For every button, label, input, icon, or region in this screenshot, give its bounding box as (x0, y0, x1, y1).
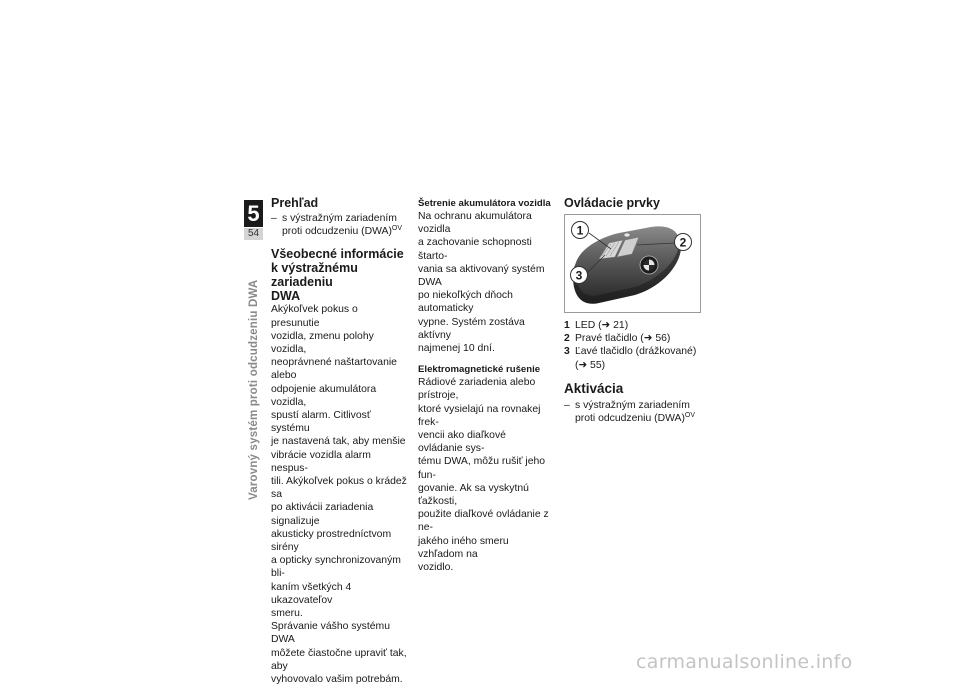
legend-text (575, 345, 702, 371)
legend-item (564, 319, 702, 332)
legend-text-line: Ľavé tlačidlo (drážkované) (575, 346, 697, 358)
text-line: môžete čiastočne upraviť tak, aby (271, 647, 407, 672)
column-3 (564, 196, 702, 425)
text-line: vozidlo. (418, 562, 454, 574)
text-line: je nastavená tak, aby menšie (271, 436, 406, 448)
text-line: a opticky synchronizovaným bli- (271, 555, 401, 580)
interference-paragraph (418, 376, 553, 574)
text-line: vencii ako diaľkové ovládanie sys- (418, 430, 506, 455)
interference-heading: Elektromagnetické rušenie (418, 364, 541, 376)
callout-1 (572, 222, 589, 239)
text-line: tili. Akýkoľvek pokus o krádež sa (271, 476, 407, 501)
text-line: Správanie vášho systému DWA (271, 621, 390, 646)
text-line: najmenej 10 dní. (418, 343, 495, 355)
battery-paragraph (418, 210, 553, 355)
page-number: 54 (244, 228, 263, 240)
callout-3 (571, 267, 588, 284)
text-line: spustí alarm. Citlivosť systému (271, 410, 371, 435)
text-line: ktoré vysielajú na rovnakej frek- (418, 403, 541, 428)
text-line: vozidla, zmenu polohy vozidla, (271, 330, 374, 356)
text-line: akusticky prostredníctvom sirény (271, 528, 392, 554)
option-superscript: OV (391, 225, 403, 233)
legend-text: Pravé tlačidlo (➜ 56) (575, 333, 671, 345)
callout-2 (675, 234, 692, 251)
watermark-text: carmanualsonline.info (636, 651, 853, 673)
text-line: po aktivácii zariadenia signalizuje (271, 502, 374, 527)
text-line: neoprávnené naštartovanie alebo (271, 357, 397, 382)
list-dash: – (271, 213, 277, 224)
list-dash: – (564, 399, 570, 411)
controls-heading: Ovládacie prvky (564, 196, 660, 210)
text-line: govanie. Ak sa vyskytnú ťažkosti, (418, 482, 529, 508)
text-line: vypne. Systém zostáva aktívny (418, 316, 525, 341)
text-line: Akýkoľvek pokus o presunutie (271, 304, 358, 329)
battery-heading: Šetrenie akumulátora vozidla (418, 198, 551, 209)
legend-number: 1 (564, 320, 570, 331)
legend-text: LED (➜ 21) (575, 320, 629, 331)
legend-text-line: (➜ 55) (575, 359, 606, 371)
general-heading-line-1: Všeobecné informácie (271, 247, 404, 262)
activation-heading: Aktivácia (564, 380, 624, 396)
text-line: kaním všetkých 4 ukazovateľov (271, 581, 352, 606)
text-line: po niekoľkých dňoch automaticky (418, 290, 513, 315)
legend-number: 2 (564, 333, 570, 345)
text-line: použite diaľkové ovládanie z ne- (418, 509, 549, 534)
chapter-number: 5 (244, 200, 263, 227)
activation-item-text: s výstražným zariadením proti odcudzeniu (DWA) (575, 399, 690, 425)
legend-item (564, 345, 702, 371)
text-line: tému DWA, môžu rušiť jeho fun- (418, 456, 546, 481)
general-heading-line-2: k výstražnému zariadeniu (271, 261, 358, 290)
column-1 (271, 196, 409, 686)
text-line: a zachovanie schopnosti štarto- (418, 237, 532, 262)
text-line: vania sa aktivovaný systém DWA (418, 263, 545, 289)
legend-item (564, 332, 702, 345)
general-heading-line-3: DWA (271, 289, 301, 304)
text-line: Rádiové zariadenia alebo prístroje, (418, 377, 536, 402)
remote-key-svg (565, 215, 700, 312)
text-line: vyhovovalo vašim potrebám. (271, 674, 403, 686)
text-line: odpojenie akumulátora vozidla, (271, 383, 377, 408)
text-line: smeru. (271, 608, 303, 620)
overview-heading: Prehľad (271, 196, 319, 210)
remote-key-illustration (564, 214, 701, 313)
text-line: Na ochranu akumulátora vozidla (418, 211, 532, 236)
controls-legend (564, 319, 702, 372)
svg-text:1: 1 (576, 223, 584, 238)
general-info-paragraph (271, 303, 409, 686)
option-superscript: OV (684, 412, 696, 420)
text-line: vibrácie vozidla alarm nespus- (271, 449, 371, 474)
text-line: jakého iného smeru vzhľadom na (418, 535, 509, 560)
led-icon (624, 233, 630, 237)
chapter-side-title: Varovný systém proti odcudzeniu DWA (248, 279, 260, 500)
overview-list-item (271, 212, 409, 238)
overview-item-text: s výstražným zariadením proti odcudzeniu (DWA) (282, 213, 397, 238)
activation-list-item (564, 399, 702, 425)
svg-text:3: 3 (575, 268, 583, 283)
svg-text:2: 2 (679, 235, 687, 250)
column-2 (418, 198, 553, 574)
general-info-heading (271, 247, 409, 303)
legend-number: 3 (564, 346, 570, 358)
